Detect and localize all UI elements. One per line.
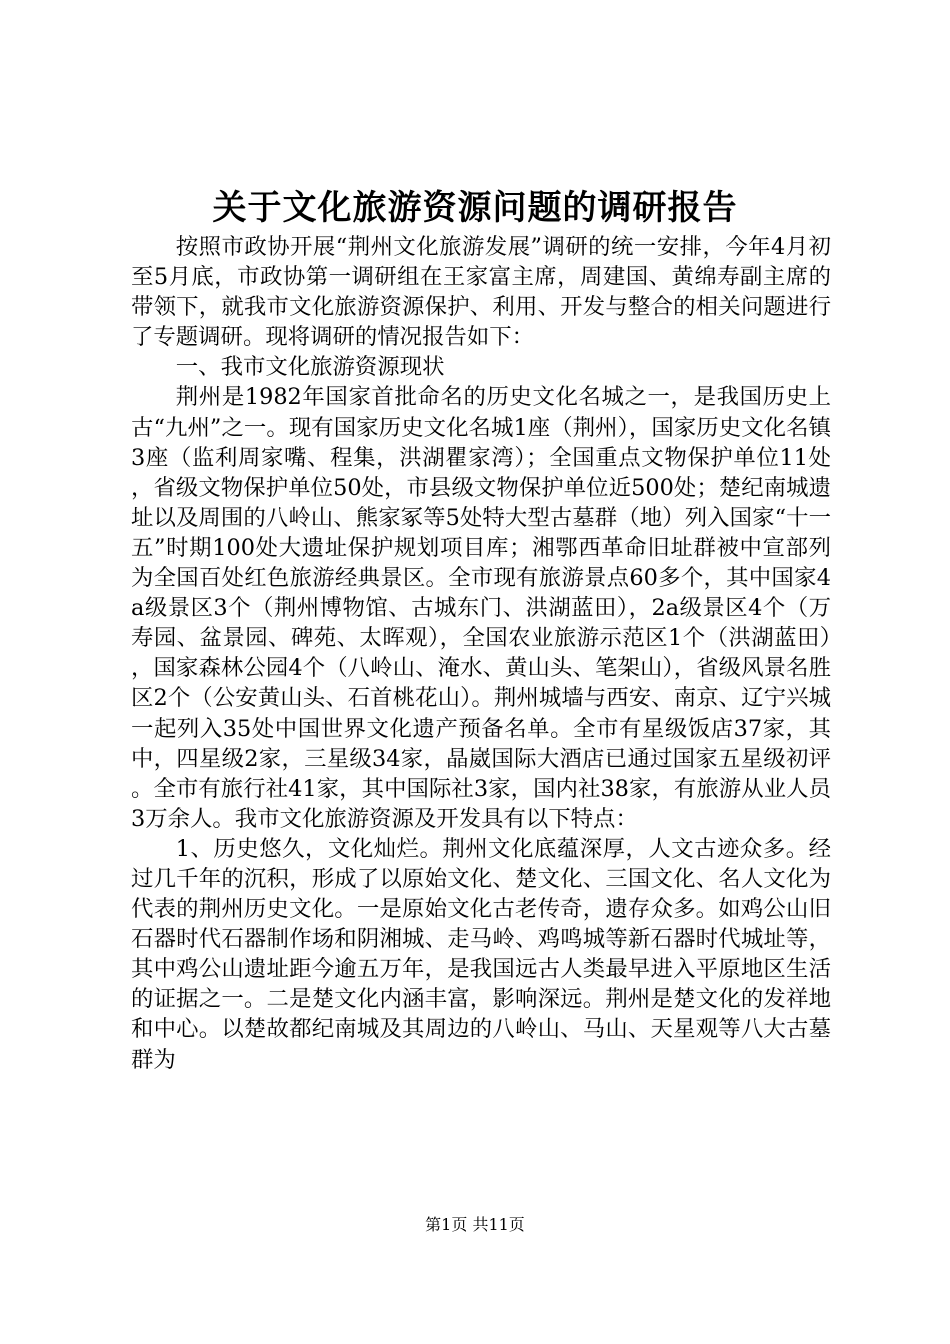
section-heading: 一、我市文化旅游资源现状 <box>175 354 445 381</box>
document-title: 关于文化旅游资源问题的调研报告 <box>212 188 738 228</box>
paragraph-intro: 按照市政协开展“荆州文化旅游发展”调研的统一安排，今年4月初至5月底，市政协第一调研组在王家富主席，周建国、黄绵寿副主席的带领下，就我市文化旅游资源保护、利用、开发与整合的相关问题进行了专题调研。现将调研的情况报告如下： <box>131 234 831 351</box>
document-body <box>131 232 831 1075</box>
paragraph-feature-1: 1、历史悠久，文化灿烂。荆州文化底蕴深厚，人文古迹众多。经过几千年的沉积，形成了以原始文化、楚文化、三国文化、名人文化为代表的荆州历史文化。一是原始文化古老传奇，遗存众多。如鸡公山旧石器时代石器制作场和阴湘城、走马岭、鸡鸣城等新石器时代城址等，其中鸡公山遗址距今逾五万年，是我国远古人类最早进入平原地区生活的证据之一。二是楚文化内涵丰富，影响深远。荆州是楚文化的发祥地和中心。以楚故都纪南城及其周边的八岭山、马山、天星观等八大古墓群为 <box>131 835 831 1073</box>
page-number-footer: 第1页 共11页 <box>425 1215 525 1234</box>
paragraph-overview: 荆州是1982年国家首批命名的历史文化名城之一，是我国历史上古“九州”之一。现有国家历史文化名城1座（荆州），国家历史文化名镇3座（监利周家嘴、程集，洪湖瞿家湾）；全国重点文物保护单位11处，省级文物保护单位50处，市县级文物保护单位近500处；楚纪南城遗址以及周围的八岭山、熊家冢等5处特大型古墓群（地）列入国家“十一五”时期100处大遗址保护规划项目库；湘鄂西革命旧址群被中宣部列为全国百处红色旅游经典景区。全市现有旅游景点60多个，其中国家4a级景区3个（荆州博物馆、古城东门、洪湖蓝田），2a级景区4个（万寿园、盆景园、碑苑、太晖观），全国农业旅游示范区1个（洪湖蓝田），国家森林公园4个（八岭山、淹水、黄山头、笔架山），省级风景名胜区2个（公安黄山头、石首桃花山）。荆州城墙与西安、南京、辽宁兴城一起列入35处中国世界文化遗产预备名单。全市有星级饭店37家，其中，四星级2家，三星级34家，晶崴国际大酒店已通过国家五星级初评。全市有旅行社41家，其中国际社3家，国内社38家，有旅游从业人员3万余人。我市文化旅游资源及开发具有以下特点： <box>131 384 831 832</box>
